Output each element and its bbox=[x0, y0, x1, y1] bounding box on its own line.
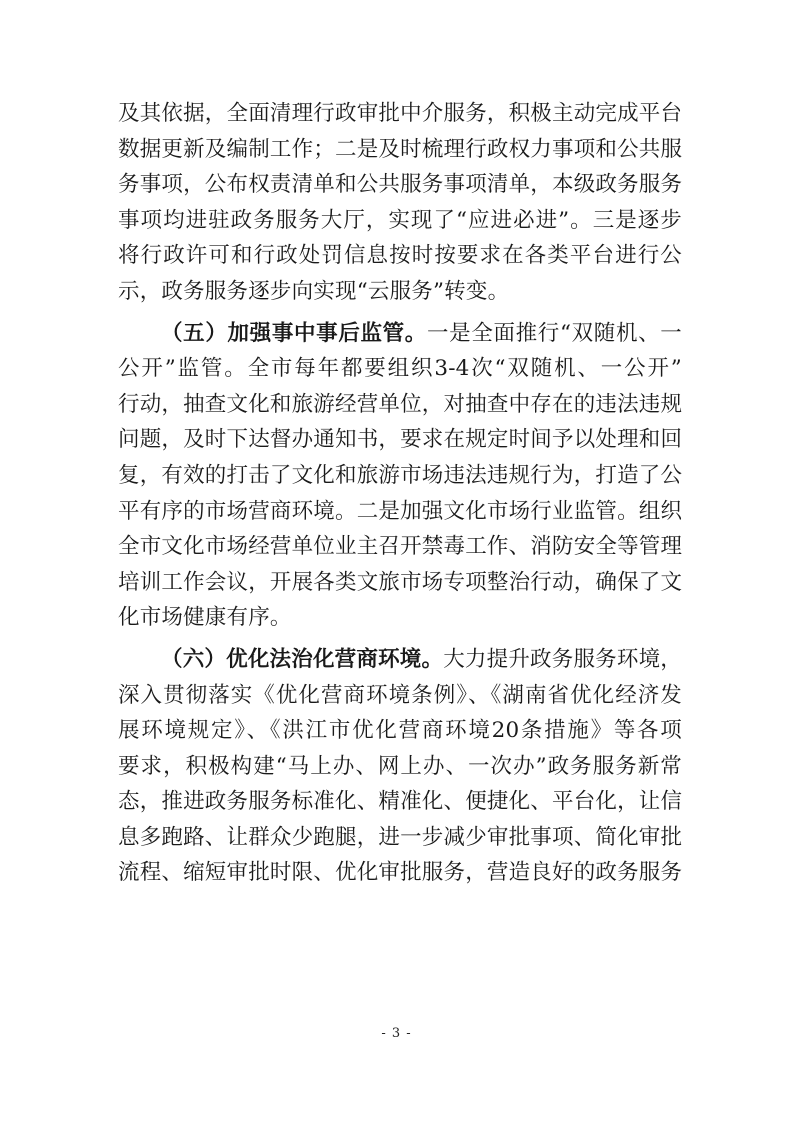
text-line: 要求，积极构建“马上办、网上办、一次办”政务服务新常 bbox=[118, 753, 682, 779]
text-line bbox=[118, 316, 682, 352]
text-line: 息多跑路、让群众少跑腿，进一步减少审批事项、简化审批 bbox=[118, 824, 683, 850]
text-line: 问题，及时下达督办通知书，要求在规定时间予以处理和回 bbox=[118, 427, 683, 453]
text-line-rest: 一是全面推行“双随机、一 bbox=[426, 320, 682, 346]
text-line: 事项均进驻政务服务大厅，实现了“应进必进”。三是逐步 bbox=[118, 207, 682, 233]
text-line: 数据更新及编制工作；二是及时梳理行政权力事项和公共服 bbox=[118, 136, 683, 162]
text-line: 平有序的市场营商环境。二是加强文化市场行业监管。组织 bbox=[118, 498, 683, 524]
text-line: 及其依据，全面清理行政审批中介服务，积极主动完成平台 bbox=[118, 101, 683, 126]
text-line bbox=[118, 642, 682, 678]
text-line: 复，有效的打击了文化和旅游市场违法违规行为，打造了公 bbox=[118, 462, 683, 488]
paragraph-continuation bbox=[118, 96, 682, 310]
page-number: - 3 - bbox=[381, 1026, 412, 1041]
text-line: 流程、缩短审批时限、优化审批服务，营造良好的政务服务 bbox=[118, 860, 683, 886]
text-line-rest: 大力提升政务服务环境， bbox=[443, 646, 683, 672]
text-line: 将行政许可和行政处罚信息按时按要求在各类平台进行公 bbox=[118, 243, 682, 269]
text-line: 公开”监管。全市每年都要组织3-4次“双随机、一公开” bbox=[118, 356, 682, 382]
section-heading: （五）加强事中事后监管。 bbox=[161, 320, 427, 346]
text-line: 示，政务服务逐步向实现“云服务”转变。 bbox=[118, 278, 510, 304]
paragraph-business-environment bbox=[118, 642, 682, 891]
text-line: 化市场健康有序。 bbox=[118, 605, 292, 631]
text-line: 展环境规定》、《洪江市优化营商环境20条措施》等各项 bbox=[118, 718, 682, 744]
text-line: 务事项，公布权责清单和公共服务事项清单，本级政务服务 bbox=[118, 172, 683, 198]
paragraph-supervision bbox=[118, 316, 682, 636]
section-heading: （六）优化法治化营商环境。 bbox=[161, 646, 444, 672]
body-text bbox=[118, 96, 682, 891]
text-line: 全市文化市场经营单位业主召开禁毒工作、消防安全等管理 bbox=[118, 534, 683, 560]
text-line: 行动，抽查文化和旅游经营单位，对抽查中存在的违法违规 bbox=[118, 391, 683, 417]
text-line: 培训工作会议，开展各类文旅市场专项整治行动，确保了文 bbox=[118, 569, 683, 595]
text-line: 态，推进政务服务标准化、精准化、便捷化、平台化，让信 bbox=[118, 789, 683, 815]
text-line: 深入贯彻落实《优化营商环境条例》、《湖南省优化经济发 bbox=[118, 682, 682, 708]
